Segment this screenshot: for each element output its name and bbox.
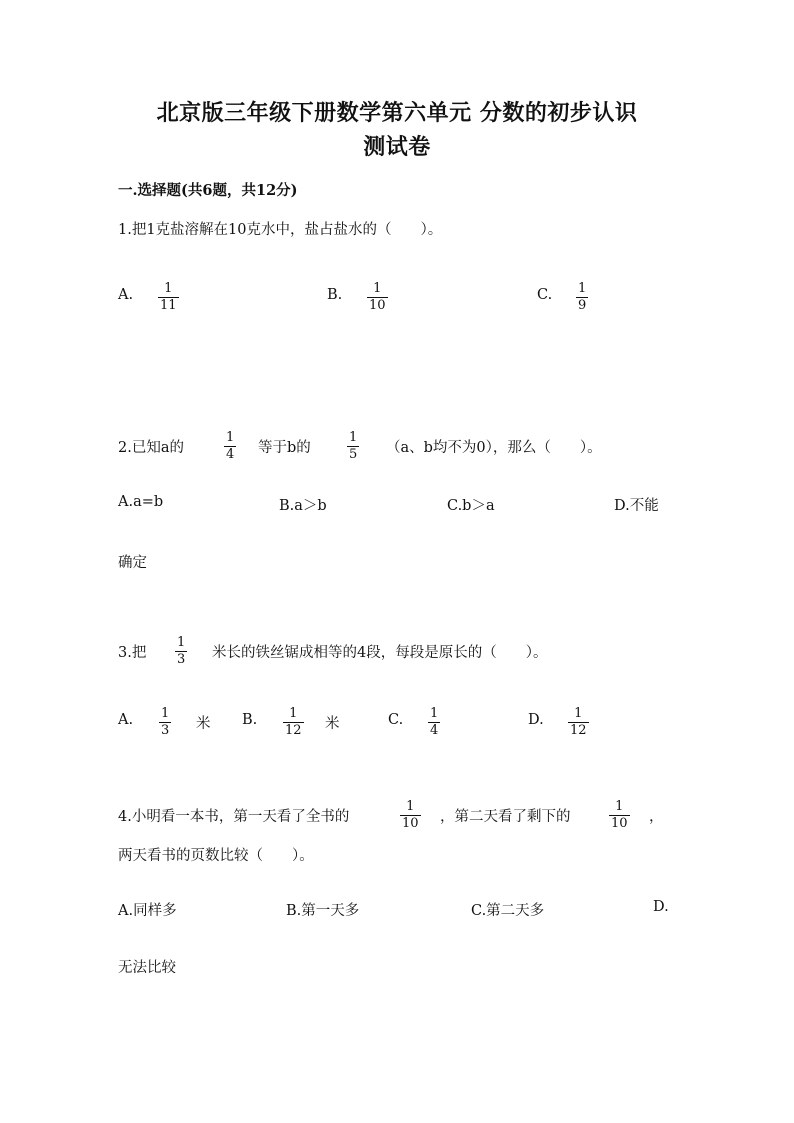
fraction-numerator: 1 — [289, 706, 298, 721]
q1-option-b-label: B. — [327, 287, 343, 303]
fraction-numerator: 1 — [615, 799, 624, 814]
fraction-denominator: 10 — [369, 298, 386, 313]
question-2-stem-part1: 2.已知a的 — [118, 440, 184, 456]
question-3-stem-part1: 3.把 — [118, 645, 147, 661]
q3-option-d-label: D. — [528, 712, 544, 728]
fraction-numerator: 1 — [574, 706, 583, 721]
fraction-numerator: 1 — [177, 635, 186, 650]
page-title-line2: 测试卷 — [363, 134, 431, 160]
q4-option-d: D. — [653, 899, 669, 915]
q2-stem-fraction-1 — [224, 431, 236, 462]
fraction-numerator: 1 — [226, 430, 235, 445]
q3-option-b-unit: 米 — [325, 716, 340, 732]
fraction-numerator: 1 — [406, 799, 415, 814]
question-4-stem-part2: ，第二天看了剩下的 — [440, 809, 571, 825]
fraction-numerator: 1 — [349, 430, 358, 445]
fraction-denominator: 11 — [160, 298, 177, 313]
fraction-denominator: 4 — [430, 723, 439, 738]
fraction-denominator: 3 — [177, 652, 186, 667]
question-4-stem-part1: 4.小明看一本书，第一天看了全书的 — [118, 809, 350, 825]
question-3-stem-part2: 米长的铁丝锯成相等的4段，每段是原长的（ ）。 — [212, 645, 548, 661]
q3-option-a-label: A. — [118, 712, 134, 728]
q3-option-c-label: C. — [388, 712, 404, 728]
q2-option-b: B.a＞b — [279, 498, 327, 514]
fraction-denominator: 4 — [226, 447, 235, 462]
question-2-stem-part3: （a、b均不为0），那么（ ）。 — [386, 440, 602, 456]
q1-option-b-fraction — [367, 282, 388, 313]
page-title-line1: 北京版三年级下册数学第六单元 分数的初步认识 — [156, 100, 638, 126]
fraction-denominator: 12 — [570, 723, 587, 738]
fraction-numerator: 1 — [373, 281, 382, 296]
q4-option-b: B.第一天多 — [286, 903, 360, 919]
q1-option-a-fraction — [158, 282, 179, 313]
q3-option-d-fraction — [568, 707, 589, 738]
fraction-numerator: 1 — [430, 706, 439, 721]
question-4-stem-line2: 两天看书的页数比较（ ）。 — [118, 848, 314, 864]
fraction-denominator: 3 — [161, 723, 170, 738]
q4-stem-fraction-1 — [400, 800, 421, 831]
q2-option-d-continuation: 确定 — [118, 555, 147, 571]
q2-option-c: C.b＞a — [447, 498, 495, 514]
q4-option-a: A.同样多 — [118, 903, 177, 919]
q2-option-a: A.a=b — [118, 494, 164, 510]
fraction-numerator: 1 — [578, 281, 587, 296]
q3-option-a-unit: 米 — [196, 716, 211, 732]
q3-stem-fraction — [175, 636, 187, 667]
q1-option-c-fraction — [576, 282, 588, 313]
section-heading: 一.选择题(共6题，共12分) — [118, 182, 298, 199]
q4-option-d-continuation: 无法比较 — [118, 960, 176, 976]
question-4-stem-part3: ， — [649, 809, 664, 825]
question-1-stem: 1.把1克盐溶解在10克水中，盐占盐水的（ ）。 — [118, 222, 443, 238]
fraction-numerator: 1 — [161, 706, 170, 721]
question-2-stem-part2: 等于b的 — [258, 440, 311, 456]
fraction-denominator: 9 — [578, 298, 587, 313]
fraction-denominator: 10 — [402, 816, 419, 831]
q3-option-b-fraction — [283, 707, 304, 738]
q4-option-c: C.第二天多 — [471, 903, 545, 919]
fraction-denominator: 12 — [285, 723, 302, 738]
fraction-numerator: 1 — [164, 281, 173, 296]
q3-option-c-fraction — [428, 707, 440, 738]
q2-option-d: D.不能 — [614, 498, 659, 514]
fraction-denominator: 10 — [611, 816, 628, 831]
fraction-denominator: 5 — [349, 447, 358, 462]
q3-option-b-label: B. — [242, 712, 258, 728]
q1-option-a-label: A. — [118, 287, 134, 303]
q2-stem-fraction-2 — [347, 431, 359, 462]
q1-option-c-label: C. — [537, 287, 553, 303]
q4-stem-fraction-2 — [609, 800, 630, 831]
q3-option-a-fraction — [159, 707, 171, 738]
